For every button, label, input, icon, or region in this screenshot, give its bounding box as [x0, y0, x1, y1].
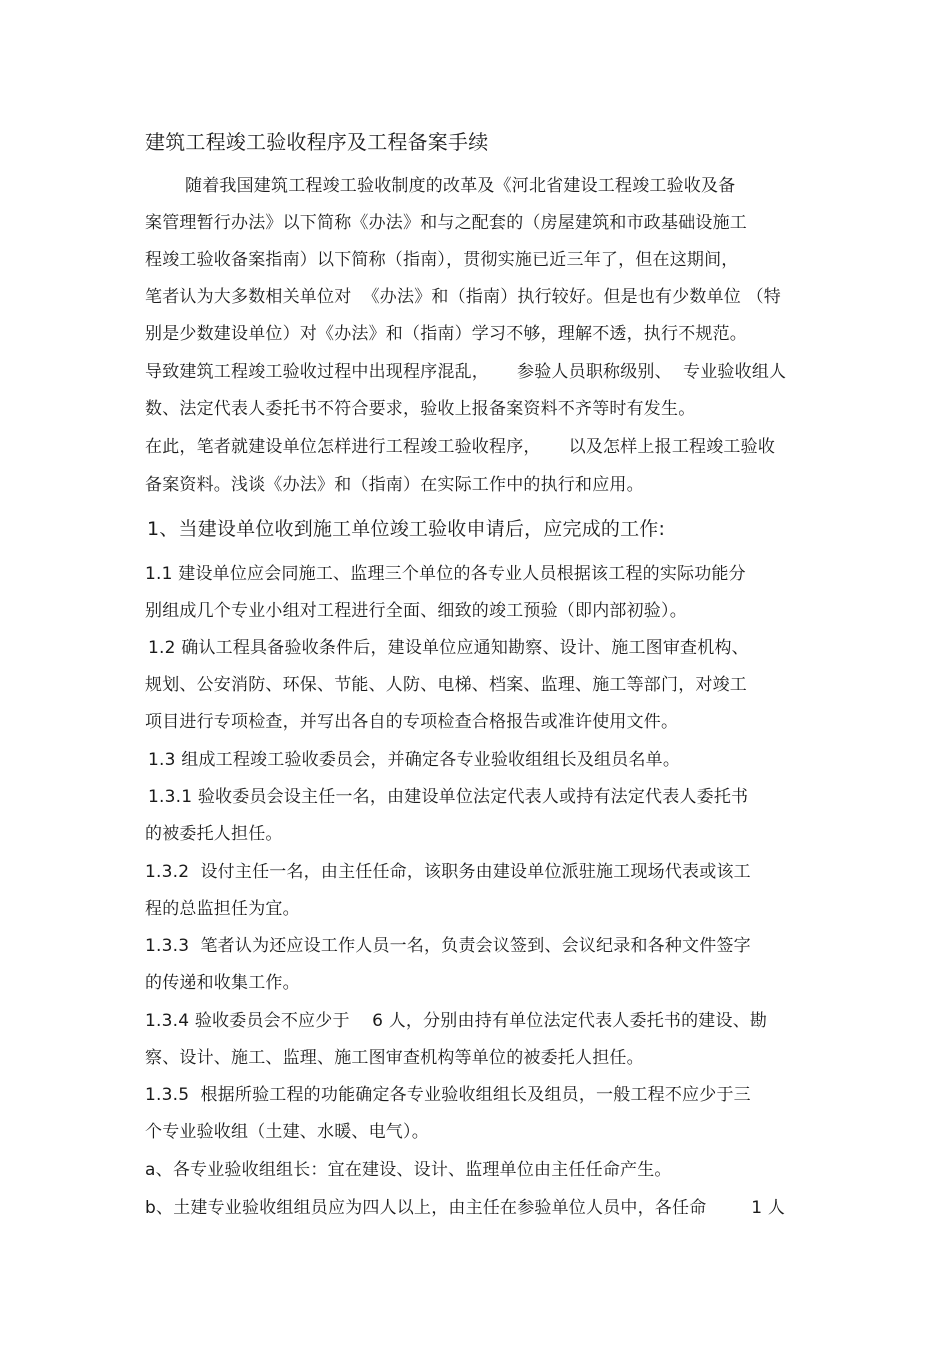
body-line: 1.3.1 验收委员会设主任一名，由建设单位法定代表人或持有法定代表人委托书: [148, 787, 749, 807]
body-line: 1.2 确认工程具备验收条件后，建设单位应通知勘察、设计、施工图审查机构、: [148, 638, 749, 658]
intro-line: 案管理暂行办法》以下简称《办法》和与之配套的（房屋建筑和市政基础设施工: [145, 213, 747, 233]
body-line: 的传递和收集工作。: [145, 973, 300, 993]
body-line: 1.1 建设单位应会同施工、监理三个单位的各专业人员根据该工程的实际功能分: [145, 564, 746, 584]
body-line: 1.3.4 验收委员会不应少于 6 人，分别由持有单位法定代表人委托书的建设、勘: [145, 1011, 768, 1031]
body-line: 别组成几个专业小组对工程进行全面、细致的竣工预验（即内部初验）。: [145, 601, 687, 621]
intro-line: 导致建筑工程竣工验收过程中出现程序混乱， 参验人员职称级别、 专业验收组人: [145, 362, 787, 382]
body-line: b、土建专业验收组组员应为四人以上，由主任在参验单位人员中，各任命 1 人: [145, 1198, 786, 1218]
body-line: 规划、公安消防、环保、节能、人防、电梯、档案、监理、施工等部门，对竣工: [145, 675, 747, 695]
intro-line: 随着我国建筑工程竣工验收制度的改革及《河北省建设工程竣工验收及备: [185, 176, 736, 196]
body-line: 1.3.3 笔者认为还应设工作人员一名，负责会议签到、会议纪录和各种文件签字: [145, 936, 751, 956]
body-line: 程的总监担任为宜。: [145, 899, 300, 919]
intro-line: 备案资料。浅谈《办法》和（指南）在实际工作中的执行和应用。: [145, 475, 644, 495]
body-line: 1.3.5 根据所验工程的功能确定各专业验收组组长及组员，一般工程不应少于三: [145, 1085, 751, 1105]
body-line: 个专业验收组（土建、水暖、电气）。: [145, 1122, 429, 1142]
intro-line: 在此，笔者就建设单位怎样进行工程竣工验收程序， 以及怎样上报工程竣工验收: [145, 437, 776, 457]
section-heading: 1、当建设单位收到施工单位竣工验收申请后，应完成的工作:: [147, 518, 666, 540]
document-title: 建筑工程竣工验收程序及工程备案手续: [145, 130, 489, 154]
body-line: 1.3.2 设付主任一名，由主任任命，该职务由建设单位派驻施工现场代表或该工: [145, 862, 751, 882]
intro-line: 笔者认为大多数相关单位对 《办法》和（指南）执行较好。但是也有少数单位 （特: [145, 287, 782, 307]
intro-line: 数、法定代表人委托书不符合要求，验收上报备案资料不齐等时有发生。: [145, 399, 696, 419]
intro-line: 别是少数建设单位）对《办法》和（指南）学习不够，理解不透，执行不规范。: [145, 324, 747, 344]
body-line: 的被委托人担任。: [145, 824, 283, 844]
body-line: 察、设计、施工、监理、施工图审查机构等单位的被委托人担任。: [145, 1048, 644, 1068]
intro-line: 程竣工验收备案指南）以下简称（指南），贯彻实施已近三年了，但在这期间，: [145, 250, 739, 270]
body-line: 项目进行专项检查，并写出各自的专项检查合格报告或准许使用文件。: [145, 712, 679, 732]
body-line: a、各专业验收组组长：宜在建设、设计、监理单位由主任任命产生。: [145, 1160, 672, 1180]
body-line: 1.3 组成工程竣工验收委员会，并确定各专业验收组组长及组员名单。: [148, 750, 681, 770]
